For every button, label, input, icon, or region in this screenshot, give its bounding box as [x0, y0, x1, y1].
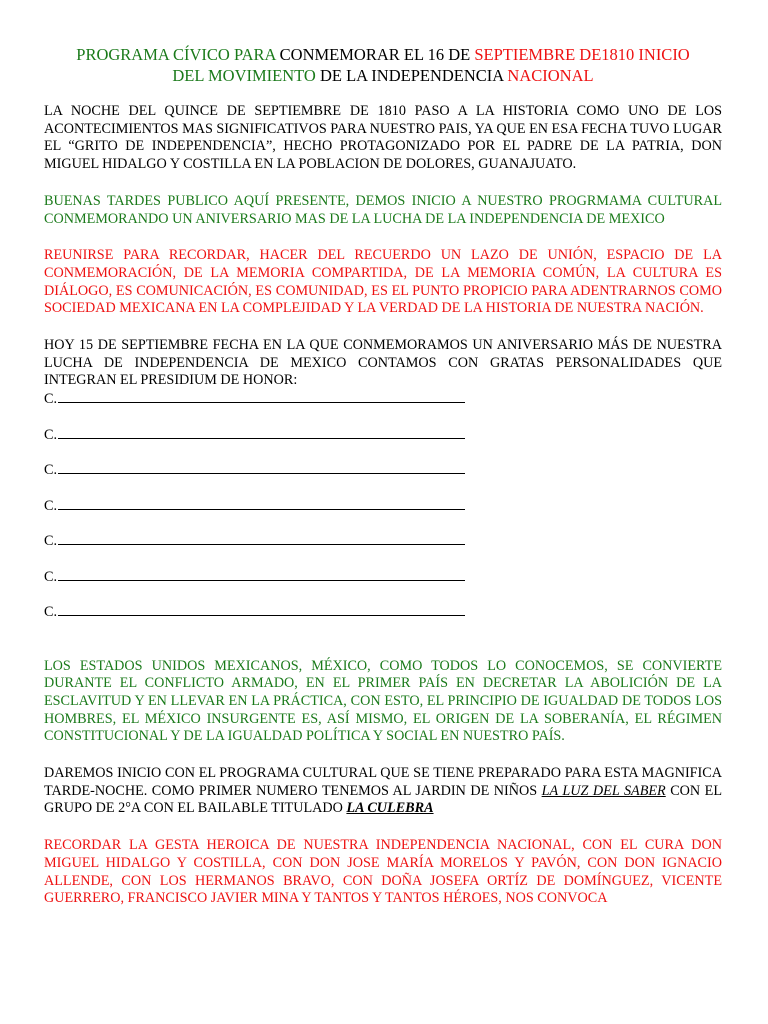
paragraph-daremos: [44, 765, 722, 818]
paragraph-intro: LA NOCHE DEL QUINCE DE SEPTIEMBRE DE 1810 PASO A LA HISTORIA COMO UNO DE LOS ACONTECIMIENTOS MAS SIGNIFICATIVOS PARA NUESTRO PAIS, YA QUE EN ESA FECHA TUVO LUGAR EL “GRITO DE INDEPENDENCIA”, HECHO PROTAGONIZADO POR EL PADRE DE LA PATRIA, DON MIGUEL HIDALGO Y COSTILLA EN LA POBLACION DE DOLORES, GUANAJUATO.: [44, 103, 722, 173]
paragraph-reunion: REUNIRSE PARA RECORDAR, HACER DEL RECUERDO UN LAZO DE UNIÓN, ESPACIO DE LA CONMEMORACIÓN, DE LA MEMORIA COMPARTIDA, DE LA MEMORIA COMÚN, LA CULTURA ES DIÁLOGO, ES COMUNICACIÓN, ES COMUNIDAD, ES EL PUNTO PROPICIO PARA ADENTRARNOS COMO SOCIEDAD MEXICANA EN LA COMPLEJIDAD Y LA VERDAD DE LA HISTORIA DE NUESTRA NACIÓN.: [44, 247, 722, 317]
daremos-text-b: CON EL GRUPO DE 2°A CON EL BAILABLE TITULADO: [44, 782, 722, 817]
presidium-signature-list: [44, 389, 722, 620]
signature-prefix: C.: [44, 497, 58, 514]
vertical-spacer: [44, 638, 722, 658]
paragraph-welcome: BUENAS TARDES PUBLICO AQUÍ PRESENTE, DEMOS INICIO A NUESTRO PROGRMAMA CULTURAL CONMEMORANDO UN ANIVERSARIO MAS DE LA LUCHA DE LA INDEPENDENCIA DE MEXICO: [44, 192, 722, 227]
title-part-black-1: CONMEMORAR EL 16 DE: [275, 45, 475, 64]
paragraph-estados: LOS ESTADOS UNIDOS MEXICANOS, MÉXICO, COMO TODOS LO CONOCEMOS, SE CONVIERTE DURANTE EL CONFLICTO ARMADO, EN EL PRIMER PAÍS EN DECRETAR LA ABOLICIÓN DE LA ESCLAVITUD Y EN LLEVAR EN LA PRÁCTICA, CON ESTO, EL PRINCIPIO DE IGUALDAD DE TODOS LOS HOMBRES, EL MÉXICO INSURGENTE ES, ASÍ MISMO, EL ORIGEN DE LA SOBERANÍA, EL RÉGIMEN CONSTITUCIONAL Y DE LA IGUALDAD POLÍTICA Y SOCIAL EN NUESTRO PAÍS.: [44, 657, 722, 745]
title-part-red-2: NACIONAL: [507, 66, 594, 85]
signature-line: [44, 496, 722, 514]
signature-prefix: C.: [44, 462, 58, 479]
signature-blank-line: [58, 567, 465, 581]
signature-blank-line: [58, 389, 465, 403]
signature-line: [44, 602, 722, 620]
signature-line: [44, 567, 722, 585]
signature-prefix: C.: [44, 391, 58, 408]
paragraph-presidium: HOY 15 DE SEPTIEMBRE FECHA EN LA QUE CONMEMORAMOS UN ANIVERSARIO MÁS DE NUESTRA LUCHA DE INDEPENDENCIA DE MEXICO CONTAMOS CON GRATAS PERSONALIDADES QUE INTEGRAN EL PRESIDIUM DE HONOR:: [44, 337, 722, 389]
school-name: LA LUZ DEL SABER: [541, 782, 666, 799]
signature-blank-line: [58, 460, 465, 474]
signature-prefix: C.: [44, 533, 58, 550]
daremos-text-a: DAREMOS INICIO CON EL PROGRAMA CULTURAL QUE SE TIENE PREPARADO PARA ESTA MAGNIFICA TARDE-NOCHE. COMO PRIMER NUMERO TENEMOS AL JARDIN DE NIÑOS: [44, 765, 722, 799]
signature-line: [44, 425, 722, 443]
signature-prefix: C.: [44, 604, 58, 621]
title-part-black-2: DE LA INDEPENDENCIA: [315, 66, 508, 85]
document-title: [44, 44, 722, 86]
signature-blank-line: [58, 425, 465, 439]
signature-line: [44, 460, 722, 478]
paragraph-gesta: RECORDAR LA GESTA HEROICA DE NUESTRA INDEPENDENCIA NACIONAL, CON EL CURA DON MIGUEL HIDALGO Y COSTILLA, CON DON JOSE MARÍA MORELOS Y PAVÓN, CON DON IGNACIO ALLENDE, CON LOS HERMANOS BRAVO, CON DOÑA JOSEFA ORTÍZ DE DOMÍNGUEZ, VICENTE GUERRERO, FRANCISCO JAVIER MINA Y TANTOS Y TANTOS HÉROES, NOS CONVOCA: [44, 837, 722, 907]
signature-blank-line: [58, 496, 465, 510]
signature-blank-line: [58, 531, 465, 545]
signature-line: [44, 389, 722, 407]
signature-blank-line: [58, 602, 465, 616]
signature-prefix: C.: [44, 426, 58, 443]
title-part-green-2: DEL MOVIMIENTO: [172, 66, 316, 85]
title-part-red-1: SEPTIEMBRE DE1810 INICIO: [474, 45, 690, 64]
dance-title: LA CULEBRA: [346, 800, 434, 817]
title-part-green-1: PROGRAMA CÍVICO PARA: [76, 45, 276, 64]
signature-prefix: C.: [44, 568, 58, 585]
signature-line: [44, 531, 722, 549]
